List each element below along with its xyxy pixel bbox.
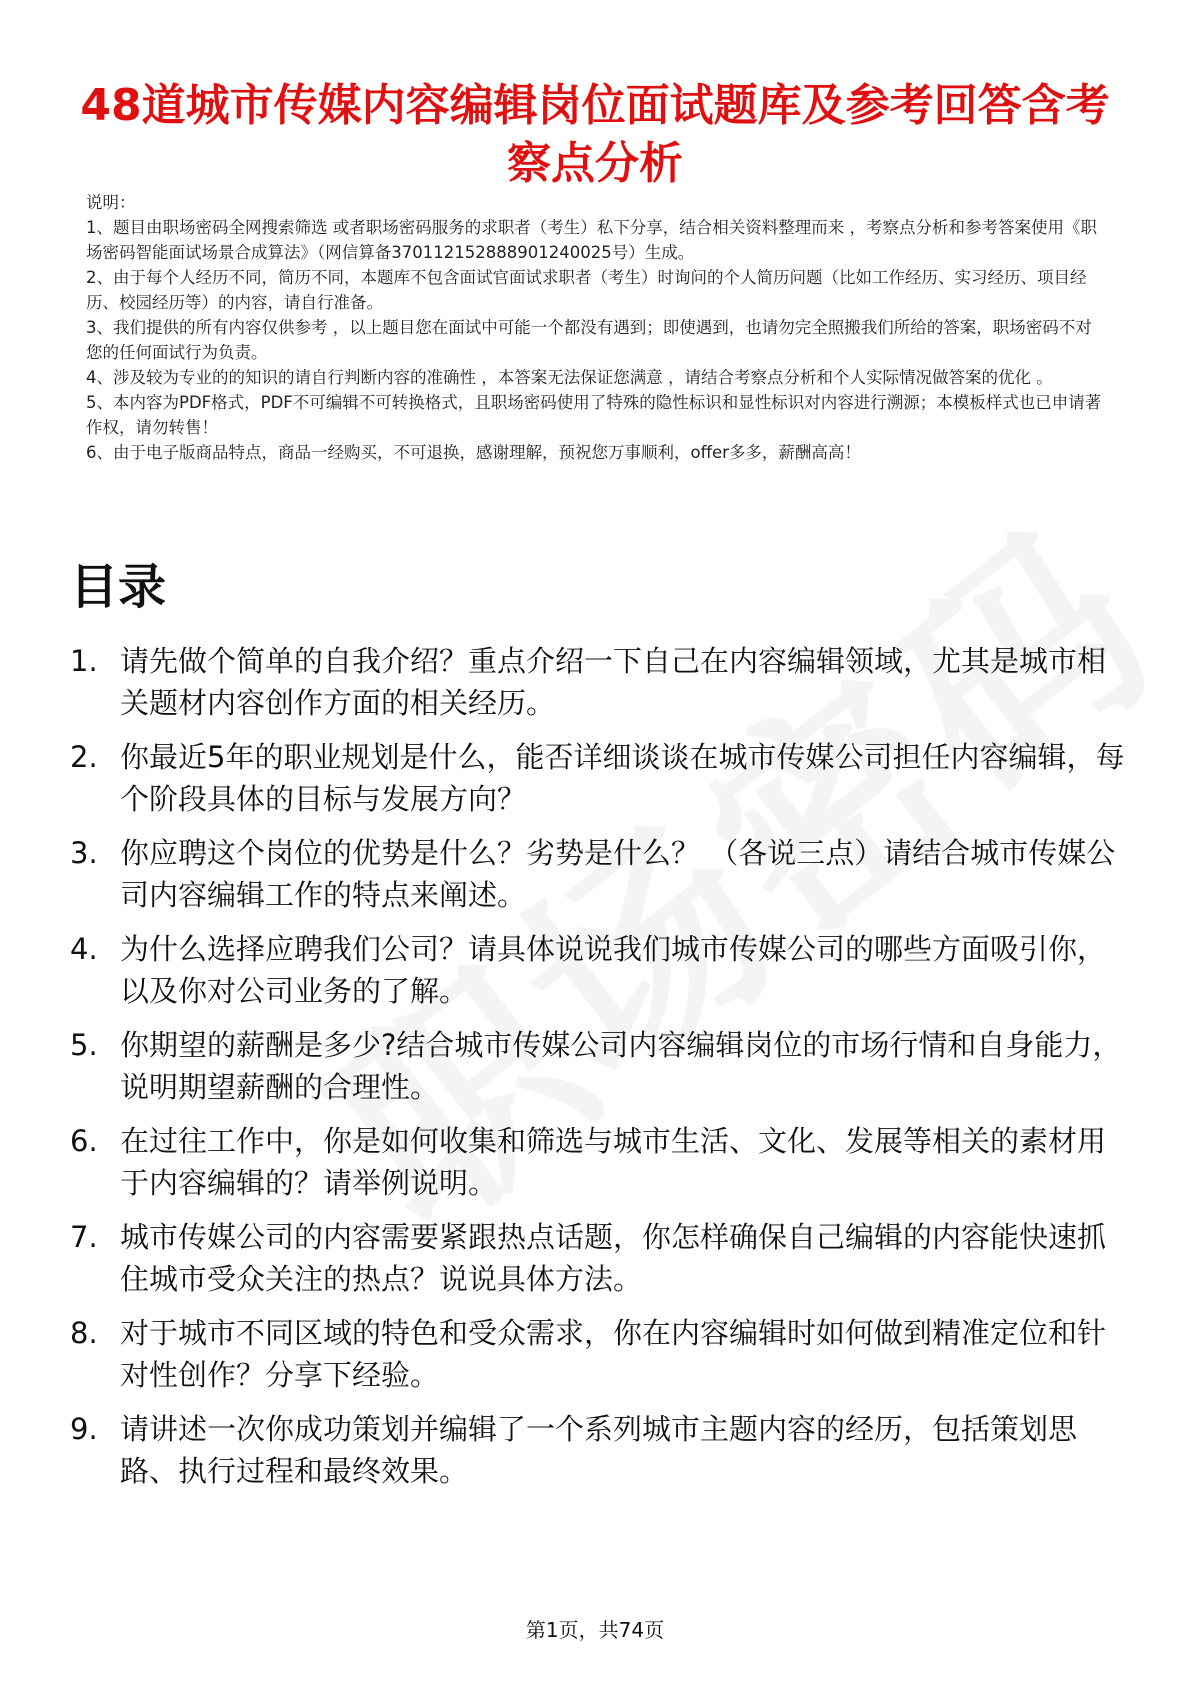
toc-item-text: 你最近5年的职业规划是什么，能否详细谈谈在城市传媒公司担任内容编辑，每个阶段具体的目标与发展方向？ [120,740,1125,816]
note-item-3: 3、我们提供的所有内容仅供参考 ，以上题目您在面试中可能一个都没有遇到；即使遇到，也请勿完全照搬我们所给的答案，职场密码不对您的任何面试行为负责。 [86,318,1092,362]
toc-item-number: 2. [70,740,98,774]
toc-item[interactable] [70,1312,1130,1396]
toc-item-number: 7. [70,1220,98,1254]
notes-section [86,190,1106,465]
toc-item[interactable] [70,1216,1130,1300]
note-item-5: 5、本内容为PDF格式，PDF不可编辑不可转换格式，且职场密码使用了特殊的隐性标识和显性标识对内容进行溯源；本模板样式也已申请著作权，请勿转售！ [86,393,1102,437]
toc-item-number: 9. [70,1412,98,1446]
toc-item[interactable] [70,736,1130,820]
note-item-6: 6、由于电子版商品特点，商品一经购买，不可退换，感谢理解，预祝您万事顺利，offer多多，薪酬高高！ [86,443,861,462]
toc-item-text: 你应聘这个岗位的优势是什么？劣势是什么？ （各说三点）请结合城市传媒公司内容编辑工作的特点来阐述。 [120,836,1116,912]
toc-item[interactable] [70,1408,1130,1492]
toc-item-number: 1. [70,644,98,678]
toc-item-text: 请讲述一次你成功策划并编辑了一个系列城市主题内容的经历，包括策划思路、执行过程和最终效果。 [120,1412,1078,1488]
toc-item-number: 6. [70,1124,98,1158]
toc-item-number: 3. [70,836,98,870]
note-item-2: 2、由于每个人经历不同，简历不同，本题库不包含面试官面试求职者（考生）时询问的个人简历问题（比如工作经历、实习经历、项目经历、校园经历等）的内容，请自行准备。 [86,268,1087,312]
toc-item[interactable] [70,1024,1130,1108]
note-item-1: 1、题目由职场密码全网搜索筛选 或者职场密码服务的求职者（考生）私下分享，结合相关资料整理而来 ，考察点分析和参考答案使用《职场密码智能面试场景合成算法》（网信算备370112152888901240025号）生成。 [86,218,1097,262]
toc-item[interactable] [70,832,1130,916]
toc-item[interactable] [70,1120,1130,1204]
toc-item-text: 在过往工作中，你是如何收集和筛选与城市生活、文化、发展等相关的素材用于内容编辑的？请举例说明。 [120,1124,1107,1200]
note-item-4: 4、涉及较为专业的的知识的请自行判断内容的准确性 ，本答案无法保证您满意 ，请结合考察点分析和个人实际情况做答案的优化 。 [86,368,1053,387]
toc-item[interactable] [70,928,1130,1012]
toc-list [70,640,1130,1504]
page-footer: 第1页，共74页 [525,1618,665,1642]
toc-heading: 目录 [70,559,167,615]
toc-item-text: 为什么选择应聘我们公司？请具体说说我们城市传媒公司的哪些方面吸引你，以及你对公司业务的了解。 [120,932,1107,1008]
toc-item-number: 8. [70,1316,98,1350]
toc-item-text: 你期望的薪酬是多少?结合城市传媒公司内容编辑岗位的市场行情和自身能力，说明期望薪酬的合理性。 [120,1028,1122,1104]
toc-item-text: 请先做个简单的自我介绍？重点介绍一下自己在内容编辑领域，尤其是城市相关题材内容创作方面的相关经历。 [120,644,1107,720]
notes-label: 说明： [86,193,136,212]
toc-item-number: 5. [70,1028,98,1062]
document-title: 48道城市传媒内容编辑岗位面试题库及参考回答含考察点分析 [80,80,1110,190]
toc-item[interactable] [70,640,1130,724]
toc-item-number: 4. [70,932,98,966]
toc-item-text: 对于城市不同区域的特色和受众需求，你在内容编辑时如何做到精准定位和针对性创作？分享下经验。 [120,1316,1107,1392]
toc-item-text: 城市传媒公司的内容需要紧跟热点话题，你怎样确保自己编辑的内容能快速抓住城市受众关注的热点？说说具体方法。 [120,1220,1107,1296]
